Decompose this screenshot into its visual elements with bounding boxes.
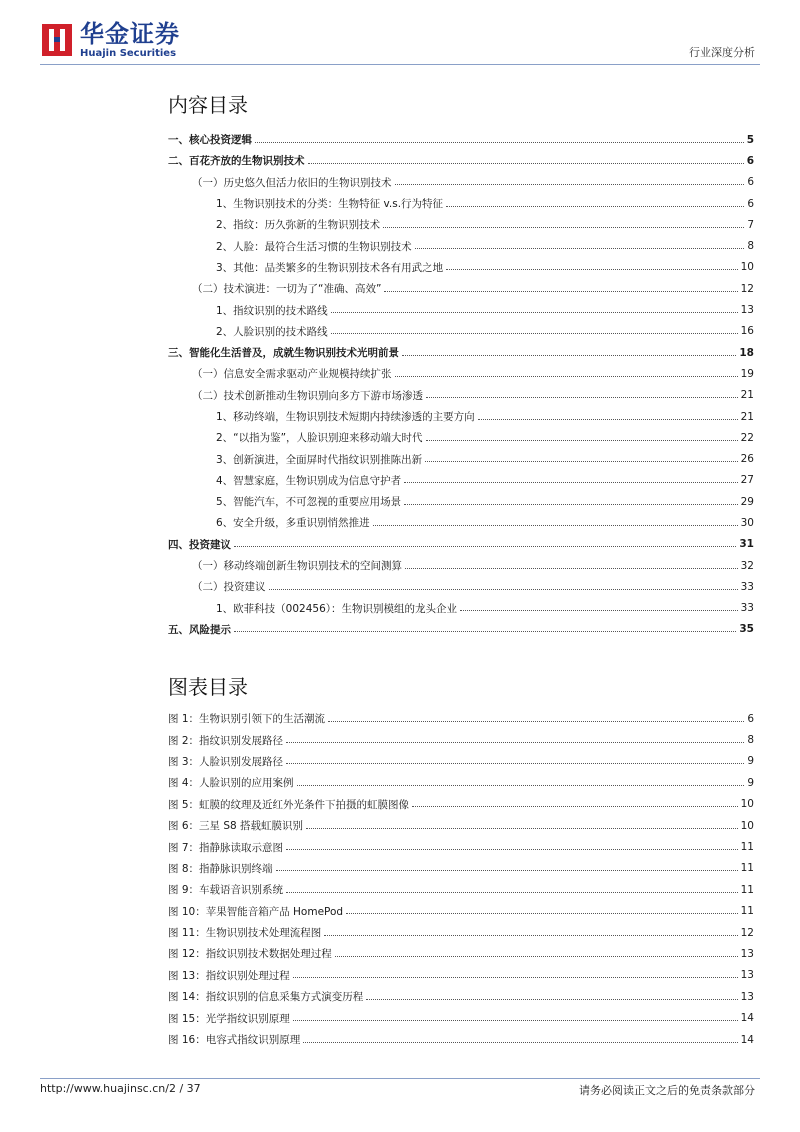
leader-dots xyxy=(446,260,737,270)
figure-entry[interactable] xyxy=(168,729,754,750)
toc-entry[interactable] xyxy=(168,321,754,342)
leader-dots xyxy=(405,559,738,569)
toc-entry-label: 1、指纹识别的技术路线 xyxy=(216,304,328,317)
toc-entry-label: （一）信息安全需求驱动产业规模持续扩张 xyxy=(192,368,392,381)
toc-entry-label: 五、风险提示 xyxy=(168,623,231,636)
leader-dots xyxy=(426,431,738,441)
toc-entry-page: 32 xyxy=(740,559,754,572)
toc-entry-page: 31 xyxy=(739,538,754,551)
figure-entry[interactable] xyxy=(168,879,754,900)
figure-entry[interactable] xyxy=(168,836,754,857)
figures-title: 图表目录 xyxy=(168,675,248,699)
toc-entry-label: 3、创新演进，全面屏时代指纹识别推陈出新 xyxy=(216,453,423,466)
leader-dots xyxy=(384,282,737,292)
figure-entry-label: 图 1：生物识别引领下的生活潮流 xyxy=(168,713,326,726)
leader-dots xyxy=(297,776,745,786)
toc-entry-page: 21 xyxy=(740,410,754,423)
leader-dots xyxy=(425,452,737,462)
figure-entry-label: 图 13：指纹识别处理过程 xyxy=(168,969,290,982)
toc-entry-page: 13 xyxy=(740,304,754,317)
figure-entry[interactable] xyxy=(168,858,754,879)
footer-url-page[interactable]: http://www.huajinsc.cn/2 / 37 xyxy=(40,1082,201,1095)
figure-entry-label: 图 16：电容式指纹识别原理 xyxy=(168,1034,301,1047)
toc-entry-label: 1、欧菲科技（002456）：生物识别模组的龙头企业 xyxy=(216,602,458,615)
leader-dots xyxy=(286,733,744,743)
leader-dots xyxy=(293,968,738,978)
figure-entry-label: 图 11：生物识别技术处理流程图 xyxy=(168,927,322,940)
toc-entry-label: 4、智慧家庭，生物识别成为信息守护者 xyxy=(216,474,402,487)
leader-dots xyxy=(335,947,738,957)
toc-entry[interactable] xyxy=(168,193,754,214)
figure-entry-page: 8 xyxy=(747,734,754,747)
figure-entry-page: 11 xyxy=(740,862,754,875)
footer-divider xyxy=(40,1078,760,1079)
toc-entry[interactable] xyxy=(168,534,754,555)
figure-entry-page: 11 xyxy=(740,841,754,854)
figure-entry-page: 14 xyxy=(740,1033,754,1046)
figure-entry-label: 图 10：苹果智能音箱产品 HomePod xyxy=(168,905,344,918)
toc-entry-page: 6 xyxy=(747,176,754,189)
toc-entry-page: 22 xyxy=(740,431,754,444)
figure-entry-label: 图 2：指纹识别发展路径 xyxy=(168,734,284,747)
toc-entry-page: 16 xyxy=(740,325,754,338)
figure-entry-page: 13 xyxy=(740,947,754,960)
leader-dots xyxy=(306,819,738,829)
page-header xyxy=(0,0,800,64)
toc-entry-page: 33 xyxy=(740,580,754,593)
toc-entry[interactable] xyxy=(168,214,754,235)
figure-entry[interactable] xyxy=(168,986,754,1007)
toc-entry-label: 2、人脸：最符合生活习惯的生物识别技术 xyxy=(216,240,412,253)
toc-entry-page: 33 xyxy=(740,602,754,615)
figure-entry-page: 10 xyxy=(740,798,754,811)
figure-entry-page: 14 xyxy=(740,1012,754,1025)
leader-dots xyxy=(366,990,737,1000)
figure-entry-label: 图 8：指静脉识别终端 xyxy=(168,862,273,875)
leader-dots xyxy=(395,175,745,185)
figure-entry[interactable] xyxy=(168,901,754,922)
toc-entry-label: （二）技术演进：一切为了“准确、高效” xyxy=(192,283,382,296)
toc-entry[interactable] xyxy=(168,129,754,150)
toc-entry-page: 26 xyxy=(740,453,754,466)
toc-entry[interactable] xyxy=(168,576,754,597)
toc-list xyxy=(168,129,754,640)
leader-dots xyxy=(293,1011,738,1021)
figure-entry[interactable] xyxy=(168,965,754,986)
toc-entry[interactable] xyxy=(168,278,754,299)
leader-dots xyxy=(460,601,738,611)
toc-entry[interactable] xyxy=(168,555,754,576)
header-divider xyxy=(40,64,760,65)
leader-dots xyxy=(286,840,738,850)
toc-entry-page: 5 xyxy=(746,133,754,146)
toc-entry-label: 2、指纹：历久弥新的生物识别技术 xyxy=(216,219,381,232)
figure-entry-page: 10 xyxy=(740,819,754,832)
toc-entry-page: 19 xyxy=(740,367,754,380)
huajin-logo-icon xyxy=(42,24,72,56)
figure-entry-page: 6 xyxy=(747,712,754,725)
brand-name-cn: 华金证券 xyxy=(80,20,180,48)
toc-entry-label: （一）历史悠久但活力依旧的生物识别技术 xyxy=(192,176,392,189)
toc-entry-page: 6 xyxy=(747,197,754,210)
leader-dots xyxy=(286,883,738,893)
figure-entry-page: 12 xyxy=(740,926,754,939)
toc-entry-page: 27 xyxy=(740,474,754,487)
toc-entry-page: 35 xyxy=(739,623,754,636)
toc-entry[interactable] xyxy=(168,150,754,171)
figure-entry-label: 图 6：三星 S8 搭载虹膜识别 xyxy=(168,820,304,833)
leader-dots xyxy=(331,324,738,334)
toc-title: 内容目录 xyxy=(168,93,248,117)
toc-entry[interactable] xyxy=(168,448,754,469)
leader-dots xyxy=(324,926,737,936)
toc-entry[interactable] xyxy=(168,257,754,278)
figure-entry-label: 图 7：指静脉读取示意图 xyxy=(168,841,284,854)
toc-entry-page: 29 xyxy=(740,495,754,508)
toc-entry[interactable] xyxy=(168,512,754,533)
toc-entry-label: （二）技术创新推动生物识别向多方下游市场渗透 xyxy=(192,389,423,402)
leader-dots xyxy=(308,154,744,164)
toc-entry-label: 2、人脸识别的技术路线 xyxy=(216,325,328,338)
toc-entry[interactable] xyxy=(168,363,754,384)
figure-list xyxy=(168,708,754,1050)
toc-entry-page: 10 xyxy=(740,261,754,274)
leader-dots xyxy=(446,197,744,207)
figure-entry-label: 图 5：虹膜的纹理及近红外光条件下拍摄的虹膜图像 xyxy=(168,798,410,811)
toc-entry-label: 三、智能化生活普及，成就生物识别技术光明前景 xyxy=(168,347,399,360)
figure-entry[interactable] xyxy=(168,772,754,793)
figure-entry[interactable] xyxy=(168,794,754,815)
toc-entry-label: 6、安全升级，多重识别悄然推进 xyxy=(216,517,370,530)
leader-dots xyxy=(255,133,744,143)
leader-dots xyxy=(234,537,736,547)
leader-dots xyxy=(303,1033,737,1043)
figure-entry-label: 图 15：光学指纹识别原理 xyxy=(168,1012,290,1025)
leader-dots xyxy=(328,712,744,722)
figure-entry-page: 11 xyxy=(740,905,754,918)
brand-name-en: Huajin Securities xyxy=(80,48,177,59)
toc-entry-page: 30 xyxy=(740,516,754,529)
leader-dots xyxy=(331,303,738,313)
toc-entry[interactable] xyxy=(168,491,754,512)
figure-entry-label: 图 12：指纹识别技术数据处理过程 xyxy=(168,948,332,961)
leader-dots xyxy=(276,861,738,871)
figure-entry-page: 11 xyxy=(740,883,754,896)
figure-entry[interactable] xyxy=(168,922,754,943)
toc-entry[interactable] xyxy=(168,427,754,448)
figure-entry-page: 13 xyxy=(740,969,754,982)
figure-entry[interactable] xyxy=(168,751,754,772)
figure-entry[interactable] xyxy=(168,815,754,836)
toc-entry-label: 一、核心投资逻辑 xyxy=(168,134,252,147)
toc-entry[interactable] xyxy=(168,406,754,427)
toc-entry[interactable] xyxy=(168,470,754,491)
footer-disclaimer: 请务必阅读正文之后的免责条款部分 xyxy=(579,1084,755,1097)
leader-dots xyxy=(426,388,738,398)
toc-entry-label: （二）投资建议 xyxy=(192,581,266,594)
figure-entry[interactable] xyxy=(168,708,754,729)
toc-entry[interactable] xyxy=(168,342,754,363)
toc-entry-label: 四、投资建议 xyxy=(168,538,231,551)
report-type: 行业深度分析 xyxy=(689,46,755,59)
figure-entry-label: 图 3：人脸识别发展路径 xyxy=(168,755,284,768)
figure-entry[interactable] xyxy=(168,1029,754,1050)
toc-entry-label: 二、百花齐放的生物识别技术 xyxy=(168,155,305,168)
figure-entry-page: 13 xyxy=(740,990,754,1003)
toc-entry-page: 8 xyxy=(747,240,754,253)
toc-entry[interactable] xyxy=(168,598,754,619)
toc-entry[interactable] xyxy=(168,235,754,256)
toc-entry-page: 18 xyxy=(739,346,754,359)
leader-dots xyxy=(373,516,738,526)
figure-entry-label: 图 4：人脸识别的应用案例 xyxy=(168,777,294,790)
leader-dots xyxy=(269,580,738,590)
toc-entry-label: 1、生物识别技术的分类：生物特征 v.s.行为特征 xyxy=(216,198,444,211)
toc-entry-page: 21 xyxy=(740,389,754,402)
toc-entry-label: 2、“以指为鉴”，人脸识别迎来移动端大时代 xyxy=(216,432,423,445)
toc-entry-label: 5、智能汽车，不可忽视的重要应用场景 xyxy=(216,496,402,509)
toc-entry-page: 6 xyxy=(746,154,754,167)
leader-dots xyxy=(415,239,745,249)
leader-dots xyxy=(383,218,744,228)
toc-entry[interactable] xyxy=(168,619,754,640)
toc-entry[interactable] xyxy=(168,299,754,320)
figure-entry-label: 图 9：车载语音识别系统 xyxy=(168,884,284,897)
figure-entry[interactable] xyxy=(168,1007,754,1028)
leader-dots xyxy=(402,346,736,356)
toc-entry-label: （一）移动终端创新生物识别技术的空间测算 xyxy=(192,560,402,573)
figure-entry-label: 图 14：指纹识别的信息采集方式演变历程 xyxy=(168,991,364,1004)
toc-entry[interactable] xyxy=(168,172,754,193)
leader-dots xyxy=(395,367,738,377)
toc-entry-label: 1、移动终端，生物识别技术短期内持续渗透的主要方向 xyxy=(216,411,475,423)
toc-entry-page: 12 xyxy=(740,282,754,295)
toc-entry[interactable] xyxy=(168,385,754,406)
toc-entry-label: 3、其他：品类繁多的生物识别技术各有用武之地 xyxy=(216,261,444,274)
figure-entry-page: 9 xyxy=(747,776,754,789)
leader-dots xyxy=(404,495,737,505)
figure-entry[interactable] xyxy=(168,943,754,964)
leader-dots xyxy=(478,410,738,420)
toc-entry-page: 7 xyxy=(747,218,754,231)
leader-dots xyxy=(404,473,737,483)
leader-dots xyxy=(234,622,736,632)
leader-dots xyxy=(286,754,744,764)
leader-dots xyxy=(412,797,738,807)
leader-dots xyxy=(346,904,738,914)
figure-entry-page: 9 xyxy=(747,755,754,768)
